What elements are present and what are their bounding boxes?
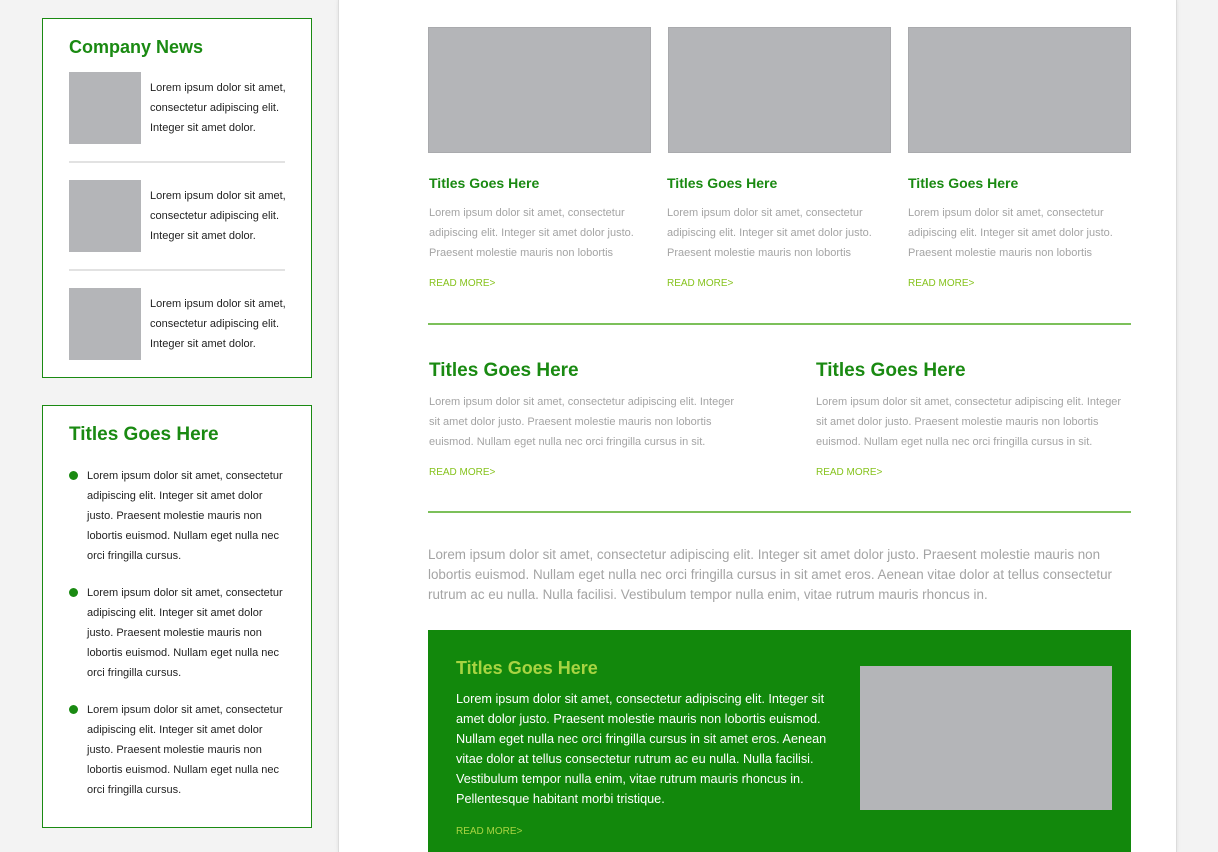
bullet-list-box xyxy=(42,405,312,828)
card-title[interactable]: Titles Goes Here xyxy=(667,175,778,191)
section-text: Lorem ipsum dolor sit amet, consectetur adipiscing elit. Integer sit amet dolor justo. Praesent molestie mauris non lobortis euismod. Nullam eget nulla nec orci fringilla cursus in sit. xyxy=(429,396,735,448)
card-text: Lorem ipsum dolor sit amet, consectetur adipiscing elit. Integer sit amet dolor justo. Praesent molestie mauris non lobortis xyxy=(908,207,1113,259)
news-divider xyxy=(69,269,285,271)
news-thumbnail[interactable] xyxy=(69,72,141,144)
section-title[interactable]: Titles Goes Here xyxy=(429,360,579,381)
bullet-list-title: Titles Goes Here xyxy=(69,424,219,445)
section-divider xyxy=(428,323,1131,325)
read-more-link[interactable]: READ MORE> xyxy=(667,278,734,289)
news-item-text: Lorem ipsum dolor sit amet, consectetur adipiscing elit. Integer sit amet dolor. xyxy=(150,190,286,242)
read-more-link[interactable]: READ MORE> xyxy=(456,826,523,837)
news-item-text: Lorem ipsum dolor sit amet, consectetur adipiscing elit. Integer sit amet dolor. xyxy=(150,82,286,134)
card-image[interactable] xyxy=(668,27,891,153)
read-more-link[interactable]: READ MORE> xyxy=(429,467,496,478)
company-news-title: Company News xyxy=(69,37,204,57)
card-title[interactable]: Titles Goes Here xyxy=(429,175,540,191)
list-item-text: Lorem ipsum dolor sit amet, consectetur adipiscing elit. Integer sit amet dolor justo. Praesent molestie mauris non lobortis euismod. Nullam eget nulla nec orci fringilla cursus. xyxy=(87,470,283,562)
section-title[interactable]: Titles Goes Here xyxy=(816,360,966,381)
company-news-box xyxy=(42,18,312,378)
news-item[interactable] xyxy=(69,72,285,144)
news-item-text: Lorem ipsum dolor sit amet, consectetur adipiscing elit. Integer sit amet dolor. xyxy=(150,298,286,350)
bullet-dot-icon xyxy=(69,588,78,597)
card-text: Lorem ipsum dolor sit amet, consectetur adipiscing elit. Integer sit amet dolor justo. Praesent molestie mauris non lobortis xyxy=(429,207,634,259)
section-text: Lorem ipsum dolor sit amet, consectetur adipiscing elit. Integer sit amet dolor justo. Praesent molestie mauris non lobortis euismod. Nullam eget nulla nec orci fringilla cursus in sit. xyxy=(816,396,1122,448)
news-item[interactable] xyxy=(69,180,285,252)
section-divider xyxy=(428,511,1131,513)
bullet-dot-icon xyxy=(69,705,78,714)
card-image[interactable] xyxy=(908,27,1131,153)
feature-title[interactable]: Titles Goes Here xyxy=(456,658,598,678)
news-thumbnail[interactable] xyxy=(69,180,141,252)
read-more-link[interactable]: READ MORE> xyxy=(816,467,883,478)
feature-image[interactable] xyxy=(860,666,1112,810)
list-item-text: Lorem ipsum dolor sit amet, consectetur adipiscing elit. Integer sit amet dolor justo. Praesent molestie mauris non lobortis euismod. Nullam eget nulla nec orci fringilla cursus. xyxy=(87,587,283,679)
list-item-text: Lorem ipsum dolor sit amet, consectetur adipiscing elit. Integer sit amet dolor justo. Praesent molestie mauris non lobortis euismod. Nullam eget nulla nec orci fringilla cursus. xyxy=(87,704,283,796)
feature-text: Lorem ipsum dolor sit amet, consectetur adipiscing elit. Integer sit amet dolor justo. Praesent molestie mauris non lobortis euismod. Nullam eget nulla nec orci fringilla cursus in sit amet eros. Aenean vitae dolor at tellus consectetur rutrum ac eu nulla. Nulla facilisi. Vestibulum tempor nulla enim, vitae rutrum mauris rhoncus in. Pellentesque habitant morbi tristique. xyxy=(456,692,827,806)
card-image[interactable] xyxy=(428,27,651,153)
card-text: Lorem ipsum dolor sit amet, consectetur adipiscing elit. Integer sit amet dolor justo. Praesent molestie mauris non lobortis xyxy=(667,207,872,259)
feature-box xyxy=(428,630,1131,852)
intro-paragraph: Lorem ipsum dolor sit amet, consectetur adipiscing elit. Integer sit amet dolor justo. Praesent molestie mauris non lobortis euismod. Nullam eget nulla nec orci fringilla cursus in sit amet eros. Aenean vitae dolor at tellus consectetur rutrum ac eu nulla. Nulla facilisi. Vestibulum tempor nulla enim, vitae rutrum mauris rhoncus in. xyxy=(428,547,1113,602)
read-more-link[interactable]: READ MORE> xyxy=(908,278,975,289)
bullet-dot-icon xyxy=(69,471,78,480)
news-thumbnail[interactable] xyxy=(69,288,141,360)
read-more-link[interactable]: READ MORE> xyxy=(429,278,496,289)
news-item[interactable] xyxy=(69,288,285,360)
news-divider xyxy=(69,161,285,163)
card-title[interactable]: Titles Goes Here xyxy=(908,175,1019,191)
